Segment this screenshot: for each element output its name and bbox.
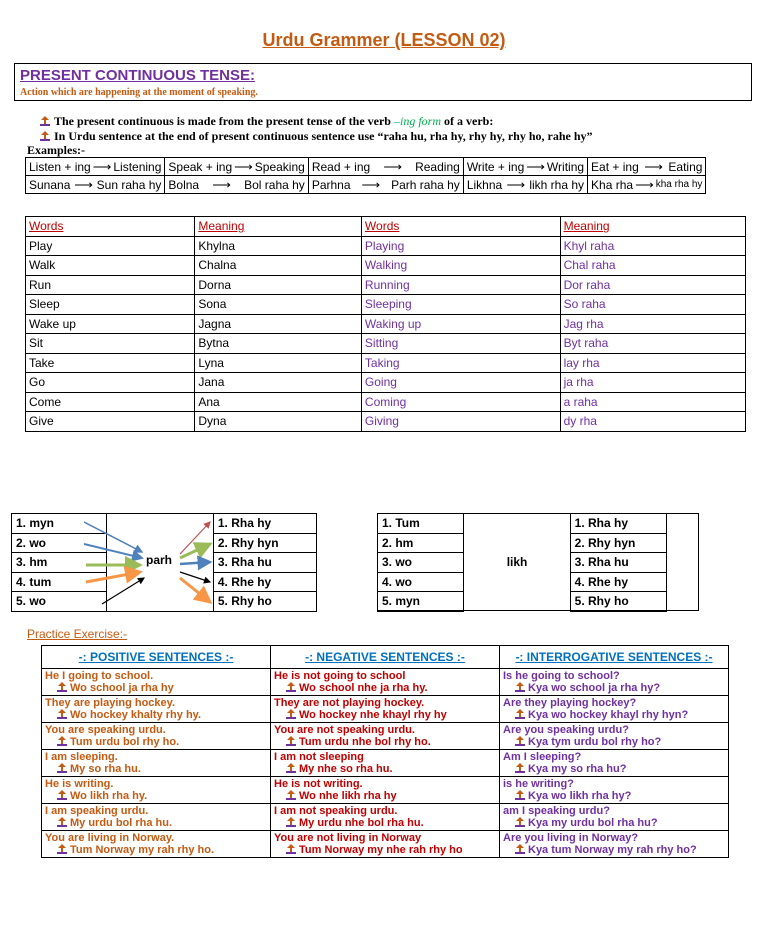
meaning-ing-cell: lay rha bbox=[560, 353, 745, 373]
arrow-line bbox=[84, 522, 142, 552]
urdu-sentence bbox=[503, 763, 725, 775]
arrow-line bbox=[86, 572, 140, 582]
meaning-cell: Sona bbox=[195, 295, 362, 315]
example-cell bbox=[308, 158, 463, 176]
table-row bbox=[42, 723, 729, 750]
bullet-arrow-icon bbox=[515, 682, 525, 692]
urdu-sentence bbox=[503, 736, 725, 748]
sentence-cell bbox=[42, 777, 271, 804]
section-box bbox=[14, 63, 752, 101]
arrow-right-icon: ⟶ bbox=[383, 158, 402, 174]
bullet-arrow-icon bbox=[286, 682, 296, 692]
arrow-right-icon: ⟶ bbox=[506, 176, 526, 192]
words-header-row bbox=[26, 217, 746, 237]
bullet-arrow-icon bbox=[286, 736, 296, 746]
words-header: Words bbox=[26, 217, 195, 237]
english-sentence: They are not playing hockey. bbox=[274, 697, 425, 709]
meaning-ing-cell: Khyl raha bbox=[560, 236, 745, 256]
meaning-cell: Chalna bbox=[195, 256, 362, 276]
urdu-text: Wo likh rha hy. bbox=[70, 790, 148, 802]
example-cell bbox=[165, 176, 308, 194]
meaning-header: Meaning bbox=[195, 217, 362, 237]
english-sentence: I am not speaking urdu. bbox=[274, 805, 398, 817]
word-ing-cell: Sleeping bbox=[361, 295, 560, 315]
arrow-line bbox=[180, 578, 210, 602]
arrow-right-icon: ⟶ bbox=[92, 158, 112, 174]
english-sentence: He is not going to school bbox=[274, 670, 406, 682]
table-row bbox=[42, 831, 729, 858]
urdu-text: Wo nhe likh rha hy bbox=[299, 790, 397, 802]
match-ending: 2. Rhy hyn bbox=[570, 533, 666, 553]
word-ing-cell: Waking up bbox=[361, 314, 560, 334]
urdu-sentence bbox=[274, 844, 496, 856]
sentence-cell bbox=[271, 696, 500, 723]
match-subject: 4. tum bbox=[12, 572, 107, 592]
arrow-line bbox=[180, 522, 210, 554]
arrow-right-icon: ⟶ bbox=[212, 176, 231, 192]
negative-header: -: NEGATIVE SENTENCES :- bbox=[271, 646, 500, 669]
bullet-arrow-icon bbox=[286, 790, 296, 800]
example-cell bbox=[308, 176, 463, 194]
urdu-sentence bbox=[45, 682, 267, 694]
urdu-sentence bbox=[45, 709, 267, 721]
word-ing-cell: Running bbox=[361, 275, 560, 295]
urdu-text: Wo hockey nhe khayl rhy hy bbox=[299, 709, 447, 721]
words-header: Words bbox=[361, 217, 560, 237]
table-row bbox=[26, 275, 746, 295]
english-sentence: You are living in Norway. bbox=[45, 832, 175, 844]
english-sentence: He is writing. bbox=[45, 778, 114, 790]
bullet-arrow-icon bbox=[515, 736, 525, 746]
bullet-arrow-icon bbox=[57, 682, 67, 692]
bullet-arrow-icon bbox=[286, 709, 296, 719]
meaning-ing-cell: Jag rha bbox=[560, 314, 745, 334]
meaning-cell: Jana bbox=[195, 373, 362, 393]
table-row bbox=[26, 392, 746, 412]
table-row bbox=[26, 353, 746, 373]
examples-table bbox=[25, 157, 706, 194]
arrow-right-icon: ⟶ bbox=[74, 176, 93, 192]
bullet-1-text-a: The present continuous is made from the present tense of the verb bbox=[54, 114, 394, 128]
urdu-sentence bbox=[274, 682, 496, 694]
table-row bbox=[26, 295, 746, 315]
urdu-sentence bbox=[45, 844, 267, 856]
example-result: Writing bbox=[546, 159, 585, 174]
table-row bbox=[42, 696, 729, 723]
bullet-arrow-icon bbox=[40, 131, 50, 141]
urdu-text: Tum urdu bol rhy ho. bbox=[70, 736, 180, 748]
example-base: Kha rha bbox=[591, 177, 634, 192]
sentence-cell bbox=[271, 750, 500, 777]
arrow-line bbox=[102, 578, 144, 604]
urdu-text: My urdu nhe bol rha hu. bbox=[299, 817, 424, 829]
meaning-header: Meaning bbox=[560, 217, 745, 237]
page-title: Urdu Grammer (LESSON 02) bbox=[262, 30, 506, 50]
bullet-arrow-icon bbox=[286, 817, 296, 827]
table-row bbox=[26, 256, 746, 276]
urdu-sentence bbox=[274, 790, 496, 802]
english-sentence: You are not speaking urdu. bbox=[274, 724, 415, 736]
match-verb: parh bbox=[146, 553, 173, 567]
urdu-sentence bbox=[45, 736, 267, 748]
english-sentence: He is not writing. bbox=[274, 778, 363, 790]
examples-label: Examples:- bbox=[27, 143, 85, 157]
section-subtitle: Action which are happening at the moment of speaking. bbox=[20, 87, 258, 98]
example-result: likh rha hy bbox=[529, 177, 585, 192]
example-base: Bolna bbox=[168, 177, 200, 192]
example-result: kha rha hy bbox=[655, 179, 703, 190]
sentence-cell bbox=[42, 750, 271, 777]
sentence-cell bbox=[271, 669, 500, 696]
bullet-1 bbox=[40, 114, 493, 129]
sentence-cell bbox=[42, 804, 271, 831]
meaning-cell: Dyna bbox=[195, 412, 362, 432]
urdu-text: Wo school ja rha hy bbox=[70, 682, 174, 694]
word-ing-cell: Going bbox=[361, 373, 560, 393]
example-base: Speak + ing bbox=[168, 159, 233, 174]
bullet-arrow-icon bbox=[57, 763, 67, 773]
example-base: Likhna bbox=[466, 177, 503, 192]
urdu-sentence bbox=[503, 790, 725, 802]
english-sentence: I am not sleeping bbox=[274, 751, 364, 763]
meaning-ing-cell: a raha bbox=[560, 392, 745, 412]
urdu-sentence bbox=[503, 709, 725, 721]
example-cell bbox=[165, 158, 308, 176]
urdu-text: Kya tym urdu bol rhy ho? bbox=[528, 736, 662, 748]
urdu-text: Tum Norway my nhe rah rhy ho bbox=[299, 844, 463, 856]
example-cell bbox=[26, 176, 165, 194]
bullet-arrow-icon bbox=[515, 763, 525, 773]
sentence-cell bbox=[42, 723, 271, 750]
meaning-cell: Jagna bbox=[195, 314, 362, 334]
urdu-sentence bbox=[503, 817, 725, 829]
bullet-arrow-icon bbox=[515, 817, 525, 827]
table-row bbox=[26, 412, 746, 432]
match-ending: 4. Rhe hy bbox=[213, 572, 316, 592]
match-ending: 4. Rhe hy bbox=[570, 572, 666, 592]
english-sentence: They are playing hockey. bbox=[45, 697, 176, 709]
english-sentence: You are not living in Norway bbox=[274, 832, 422, 844]
arrow-line bbox=[180, 544, 210, 558]
match-subject: 1. Tum bbox=[378, 514, 464, 534]
urdu-text: Kya wo hockey khayl rhy hyn? bbox=[528, 709, 689, 721]
word-cell: Walk bbox=[26, 256, 195, 276]
match-subject: 3. wo bbox=[378, 553, 464, 573]
bullet-arrow-icon bbox=[57, 709, 67, 719]
bullet-2-text: In Urdu sentence at the end of present continuous sentence use “raha hu, rha hy, rhy hy, rhy ho, rahe hy” bbox=[54, 129, 593, 143]
sentence-cell bbox=[500, 669, 729, 696]
word-cell: Go bbox=[26, 373, 195, 393]
example-result: Reading bbox=[415, 159, 460, 174]
urdu-sentence bbox=[503, 844, 725, 856]
urdu-sentence bbox=[274, 736, 496, 748]
meaning-ing-cell: ja rha bbox=[560, 373, 745, 393]
table-row bbox=[42, 750, 729, 777]
sentence-cell bbox=[42, 696, 271, 723]
word-cell: Give bbox=[26, 412, 195, 432]
bullet-arrow-icon bbox=[286, 844, 296, 854]
sentences-header-row bbox=[42, 646, 729, 669]
bullet-arrow-icon bbox=[57, 736, 67, 746]
example-cell bbox=[588, 158, 706, 176]
urdu-text: My nhe so rha hu. bbox=[299, 763, 393, 775]
arrow-right-icon: ⟶ bbox=[644, 158, 663, 174]
word-ing-cell: Giving bbox=[361, 412, 560, 432]
english-sentence: Are you living in Norway? bbox=[503, 832, 639, 844]
arrow-line bbox=[84, 544, 142, 558]
sentence-cell bbox=[271, 804, 500, 831]
example-result: Eating bbox=[668, 159, 703, 174]
match-subject: 2. wo bbox=[12, 533, 107, 553]
example-result: Bol raha hy bbox=[244, 177, 305, 192]
words-table bbox=[25, 216, 746, 432]
word-ing-cell: Walking bbox=[361, 256, 560, 276]
word-cell: Take bbox=[26, 353, 195, 373]
match-ending: 1. Rha hy bbox=[213, 514, 316, 534]
sentences-table bbox=[41, 645, 729, 858]
english-sentence: You are speaking urdu. bbox=[45, 724, 166, 736]
urdu-text: My so rha hu. bbox=[70, 763, 141, 775]
bullet-arrow-icon bbox=[515, 790, 525, 800]
example-base: Eat + ing bbox=[591, 159, 639, 174]
arrow-right-icon: ⟶ bbox=[635, 176, 654, 192]
meaning-cell: Ana bbox=[195, 392, 362, 412]
bullet-1-ing: –ing form bbox=[393, 114, 444, 128]
urdu-sentence bbox=[45, 790, 267, 802]
urdu-text: Wo hockey khalty rhy hy. bbox=[70, 709, 202, 721]
meaning-ing-cell: Dor raha bbox=[560, 275, 745, 295]
meaning-ing-cell: So raha bbox=[560, 295, 745, 315]
table-row bbox=[26, 334, 746, 354]
table-row bbox=[42, 777, 729, 804]
meaning-cell: Khylna bbox=[195, 236, 362, 256]
interrogative-header: -: INTERROGATIVE SENTENCES :- bbox=[500, 646, 729, 669]
example-base: Read + ing bbox=[311, 159, 371, 174]
example-result: Speaking bbox=[254, 159, 305, 174]
practice-label: Practice Exercise:- bbox=[27, 627, 128, 641]
word-ing-cell: Taking bbox=[361, 353, 560, 373]
word-cell: Wake up bbox=[26, 314, 195, 334]
bullet-arrow-icon bbox=[57, 790, 67, 800]
urdu-sentence bbox=[274, 817, 496, 829]
match-subject: 5. myn bbox=[378, 592, 464, 612]
word-cell: Sleep bbox=[26, 295, 195, 315]
positive-header: -: POSITIVE SENTENCES :- bbox=[42, 646, 271, 669]
match-ending: 1. Rha hy bbox=[570, 514, 666, 534]
arrow-right-icon: ⟶ bbox=[361, 176, 381, 192]
sentence-cell bbox=[500, 777, 729, 804]
table-row bbox=[26, 314, 746, 334]
word-cell: Sit bbox=[26, 334, 195, 354]
match-ending: 5. Rhy ho bbox=[213, 592, 316, 612]
urdu-text: Kya wo likh rha hy? bbox=[528, 790, 632, 802]
meaning-cell: Lyna bbox=[195, 353, 362, 373]
match-ending: 5. Rhy ho bbox=[570, 592, 666, 612]
example-cell bbox=[463, 158, 587, 176]
urdu-text: My urdu bol rha hu. bbox=[70, 817, 173, 829]
sentence-cell bbox=[271, 831, 500, 858]
urdu-text: Kya wo school ja rha hy? bbox=[528, 682, 661, 694]
urdu-sentence bbox=[45, 817, 267, 829]
arrow-right-icon: ⟶ bbox=[234, 158, 253, 174]
meaning-ing-cell: Chal raha bbox=[560, 256, 745, 276]
english-sentence: Am I sleeping? bbox=[503, 751, 582, 763]
sentence-cell bbox=[500, 750, 729, 777]
examples-row bbox=[26, 158, 706, 176]
table-row bbox=[26, 373, 746, 393]
table-row bbox=[26, 236, 746, 256]
meaning-cell: Dorna bbox=[195, 275, 362, 295]
bullet-1-text-b: of a verb: bbox=[444, 114, 494, 128]
sentence-cell bbox=[271, 777, 500, 804]
english-sentence: I am sleeping. bbox=[45, 751, 118, 763]
section-heading: PRESENT CONTINUOUS TENSE: bbox=[20, 67, 256, 84]
sentence-cell bbox=[42, 831, 271, 858]
match-subject: 5. wo bbox=[12, 592, 107, 612]
match-ending: 3. Rha hu bbox=[213, 553, 316, 573]
word-cell: Play bbox=[26, 236, 195, 256]
example-result: Listening bbox=[113, 159, 162, 174]
bullet-2 bbox=[40, 129, 593, 144]
match-subject: 1. myn bbox=[12, 514, 107, 534]
word-cell: Run bbox=[26, 275, 195, 295]
urdu-text: Kya my so rha hu? bbox=[528, 763, 627, 775]
matching-arrows bbox=[84, 516, 224, 616]
arrow-line bbox=[180, 562, 210, 564]
english-sentence: Is he going to school? bbox=[503, 670, 620, 682]
match-ending: 3. Rha hu bbox=[570, 553, 666, 573]
urdu-sentence bbox=[274, 763, 496, 775]
sentence-cell bbox=[500, 723, 729, 750]
word-ing-cell: Sitting bbox=[361, 334, 560, 354]
match-subject: 2. hm bbox=[378, 533, 464, 553]
table-row bbox=[42, 804, 729, 831]
example-base: Parhna bbox=[311, 177, 351, 192]
meaning-ing-cell: dy rha bbox=[560, 412, 745, 432]
bullet-arrow-icon bbox=[57, 817, 67, 827]
example-cell bbox=[463, 176, 587, 194]
english-sentence: Are you speaking urdu? bbox=[503, 724, 629, 736]
sentence-cell bbox=[500, 696, 729, 723]
bullet-arrow-icon bbox=[286, 763, 296, 773]
bullet-arrow-icon bbox=[40, 116, 50, 126]
example-base: Sunana bbox=[29, 177, 71, 192]
bullet-arrow-icon bbox=[57, 844, 67, 854]
match-subject: 4. wo bbox=[378, 572, 464, 592]
english-sentence: is he writing? bbox=[503, 778, 574, 790]
urdu-text: Tum Norway my rah rhy ho. bbox=[70, 844, 215, 856]
match-verb: likh bbox=[506, 555, 528, 570]
urdu-sentence bbox=[45, 763, 267, 775]
meaning-cell: Bytna bbox=[195, 334, 362, 354]
bullet-arrow-icon bbox=[515, 844, 525, 854]
example-cell bbox=[26, 158, 165, 176]
urdu-sentence bbox=[503, 682, 725, 694]
urdu-text: Kya my urdu bol rha hu? bbox=[528, 817, 658, 829]
english-sentence: Are they playing hockey? bbox=[503, 697, 637, 709]
example-result: Parh raha hy bbox=[391, 177, 460, 192]
examples-row bbox=[26, 176, 706, 194]
english-sentence: I am speaking urdu. bbox=[45, 805, 149, 817]
sentence-cell bbox=[500, 804, 729, 831]
word-ing-cell: Coming bbox=[361, 392, 560, 412]
urdu-text: Kya tum Norway my rah rhy ho? bbox=[528, 844, 697, 856]
bullet-arrow-icon bbox=[515, 709, 525, 719]
table-row bbox=[42, 669, 729, 696]
english-sentence: He I going to school. bbox=[45, 670, 154, 682]
example-cell bbox=[588, 176, 706, 194]
english-sentence: am I speaking urdu? bbox=[503, 805, 610, 817]
match-ending: 2. Rhy hyn bbox=[213, 533, 316, 553]
example-result: Sun raha hy bbox=[96, 177, 162, 192]
sentence-cell bbox=[271, 723, 500, 750]
sentence-cell bbox=[500, 831, 729, 858]
matching-exercise-2-frame bbox=[377, 513, 699, 611]
urdu-text: Wo school nhe ja rha hy. bbox=[299, 682, 428, 694]
word-cell: Come bbox=[26, 392, 195, 412]
example-base: Listen + ing bbox=[29, 159, 91, 174]
sentence-cell bbox=[42, 669, 271, 696]
word-ing-cell: Playing bbox=[361, 236, 560, 256]
meaning-ing-cell: Byt raha bbox=[560, 334, 745, 354]
match-subject: 3. hm bbox=[12, 553, 107, 573]
arrow-right-icon: ⟶ bbox=[526, 158, 545, 174]
urdu-text: Tum urdu nhe bol rhy ho. bbox=[299, 736, 431, 748]
urdu-sentence bbox=[274, 709, 496, 721]
example-base: Write + ing bbox=[466, 159, 525, 174]
